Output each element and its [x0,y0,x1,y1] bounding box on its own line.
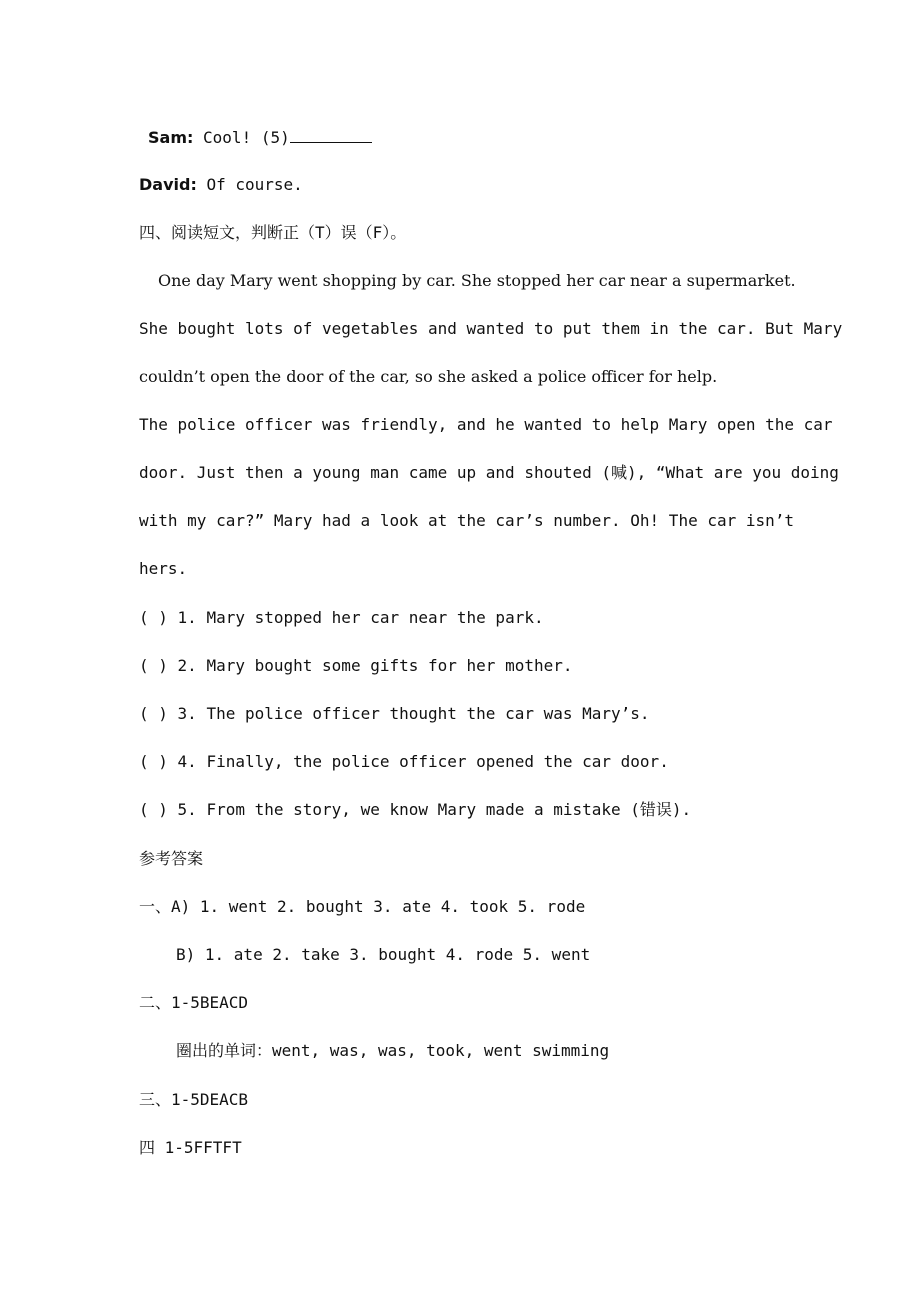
section-4-heading: 四、阅读短文，判断正（T）误（F）。 [139,223,407,242]
answer-part-3: 三、1-5DEACB [139,1090,249,1109]
question-row [139,703,650,725]
passage-line: hers. [139,559,188,578]
question-text: 1. Mary stopped her car near the park. [177,608,544,627]
question-row [139,751,669,773]
answer-key-heading: 参考答案 [139,849,204,868]
dialogue-line-sam [148,126,372,149]
answer-bracket[interactable]: ( ) [139,704,168,723]
speaker-sam: Sam: [148,128,194,147]
answer-part-1b: B) 1. ate 2. take 3. bought 4. rode 5. went [176,945,591,964]
dialogue-text-david: Of course. [206,175,303,194]
answer-part-2-circled-words: 圈出的单词：went, was, was, took, went swimming [176,1041,610,1060]
answer-part-2: 二、1-5BEACD [139,993,249,1012]
passage-line: couldn’t open the door of the car, so she asked a police officer for help. [139,367,718,386]
question-text: 4. Finally, the police officer opened the car door. [177,752,669,771]
answer-bracket[interactable]: ( ) [139,608,168,627]
question-row [139,655,573,677]
question-text: 5. From the story, we know Mary made a mistake (错误). [177,800,692,819]
dialogue-line-david [139,174,303,196]
question-row [139,607,544,629]
passage-line: She bought lots of vegetables and wanted to put them in the car. But Mary [139,319,843,338]
speaker-david: David: [139,175,197,194]
question-row [139,799,691,821]
passage-line: with my car?” Mary had a look at the car’s number. Oh! The car isn’t [139,511,795,530]
passage-line: The police officer was friendly, and he wanted to help Mary open the car [139,415,833,434]
question-text: 2. Mary bought some gifts for her mother. [177,656,573,675]
answer-bracket[interactable]: ( ) [139,752,168,771]
passage-line: One day Mary went shopping by car. She stopped her car near a supermarket. [158,271,796,290]
answer-blank[interactable] [290,126,372,143]
question-text: 3. The police officer thought the car was Mary’s. [177,704,650,723]
answer-part-1a: 一、A) 1. went 2. bought 3. ate 4. took 5. rode [139,897,586,916]
answer-part-4: 四 1-5FFTFT [139,1138,242,1157]
answer-bracket[interactable]: ( ) [139,800,168,819]
answer-bracket[interactable]: ( ) [139,656,168,675]
passage-line: door. Just then a young man came up and shouted (喊), “What are you doing [139,463,839,482]
dialogue-text-sam: Cool! (5) [203,128,290,147]
